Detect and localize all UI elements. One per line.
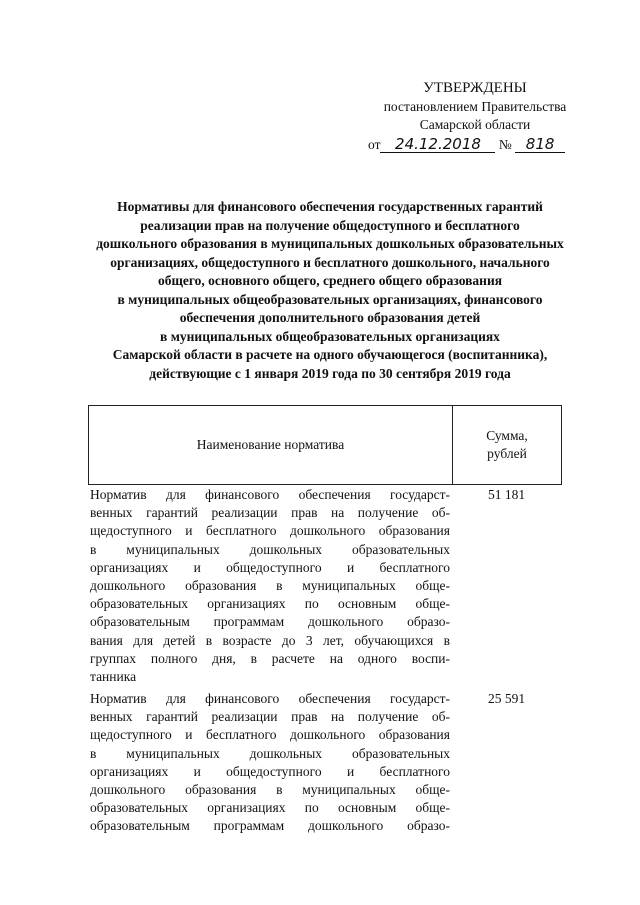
row-text-line: дошкольного образования в муниципальных обще- xyxy=(90,578,450,594)
approval-date-number xyxy=(368,136,598,154)
row-text-line: танника xyxy=(90,669,137,685)
title-line: действующие с 1 января 2019 года по 30 сентября 2019 года xyxy=(149,365,511,381)
table-row xyxy=(90,690,560,836)
row-text-line: щедоступного и бесплатного дошкольного образования xyxy=(90,727,450,743)
row-text-line: образовательных организациях по основным обще- xyxy=(90,800,450,816)
title-line: в муниципальных общеобразовательных организациях, финансового xyxy=(117,291,543,307)
title-line: обеспечения дополнительного образования детей xyxy=(179,310,481,325)
row-text-line: в муниципальных дошкольных образовательных xyxy=(90,541,450,557)
column-header-name: Наименование норматива xyxy=(89,406,453,484)
title-line: общего, основного общего, среднего общего образования xyxy=(157,273,503,288)
handwritten-date: 24.12.2018 xyxy=(380,136,495,153)
handwritten-number: 818 xyxy=(515,136,565,153)
title-line: дошкольного образования в муниципальных дошкольных образовательных xyxy=(96,236,564,251)
row-text-line: образовательных организациях по основным обще- xyxy=(90,596,450,612)
row-text-line: Норматив для финансового обеспечения государст- xyxy=(90,691,450,706)
approval-line-1: постановлением Правительства xyxy=(383,99,567,114)
column-header-sum xyxy=(453,406,561,484)
row-text-line: группах полного дня, в расчете на одного воспи- xyxy=(90,650,450,666)
row-text-line: образовательным программам дошкольного образо- xyxy=(90,614,450,630)
row-text-line: щедоступного и бесплатного дошкольного образования xyxy=(90,523,450,539)
row-text-line: образовательным программам дошкольного образо- xyxy=(90,818,450,834)
title-line: реализации прав на получение общедоступного и бесплатного xyxy=(140,217,520,233)
row-description xyxy=(90,486,450,686)
approval-block xyxy=(360,78,590,134)
number-label: № xyxy=(498,137,512,152)
title-line: организациях, общедоступного и бесплатного дошкольного, начального xyxy=(110,254,550,270)
row-description xyxy=(90,690,450,836)
row-text-line: венных гарантий реализации прав на получение об- xyxy=(90,505,450,521)
title-line: в муниципальных общеобразовательных организациях xyxy=(160,328,500,344)
table-row xyxy=(90,486,560,686)
approval-line-2: Самарской области xyxy=(419,117,531,132)
table-header xyxy=(88,405,562,485)
row-sum: 25 591 xyxy=(488,691,526,706)
row-text-line: вания для детей в возрасте до 3 лет, обучающихся в xyxy=(90,632,450,648)
from-label: от xyxy=(368,137,381,152)
row-sum: 51 181 xyxy=(488,487,526,502)
row-text-line: Норматив для финансового обеспечения государст- xyxy=(90,487,450,502)
row-text-line: в муниципальных дошкольных образовательных xyxy=(90,745,450,761)
title-line: Самарской области в расчете на одного обучающегося (воспитанника), xyxy=(112,347,548,362)
row-text-line: организациях и общедоступного и бесплатного xyxy=(90,559,450,575)
approval-heading: УТВЕРЖДЕНЫ xyxy=(423,80,527,96)
row-text-line: организациях и общедоступного и бесплатного xyxy=(90,763,450,779)
row-text-line: венных гарантий реализации прав на получение об- xyxy=(90,709,450,725)
column-header-sum-line1: Сумма, xyxy=(486,428,528,443)
document-title xyxy=(80,198,580,383)
column-header-sum-line2: рублей xyxy=(487,446,527,461)
row-text-line: дошкольного образования в муниципальных обще- xyxy=(90,782,450,798)
title-line: Нормативы для финансового обеспечения государственных гарантий xyxy=(117,199,543,214)
